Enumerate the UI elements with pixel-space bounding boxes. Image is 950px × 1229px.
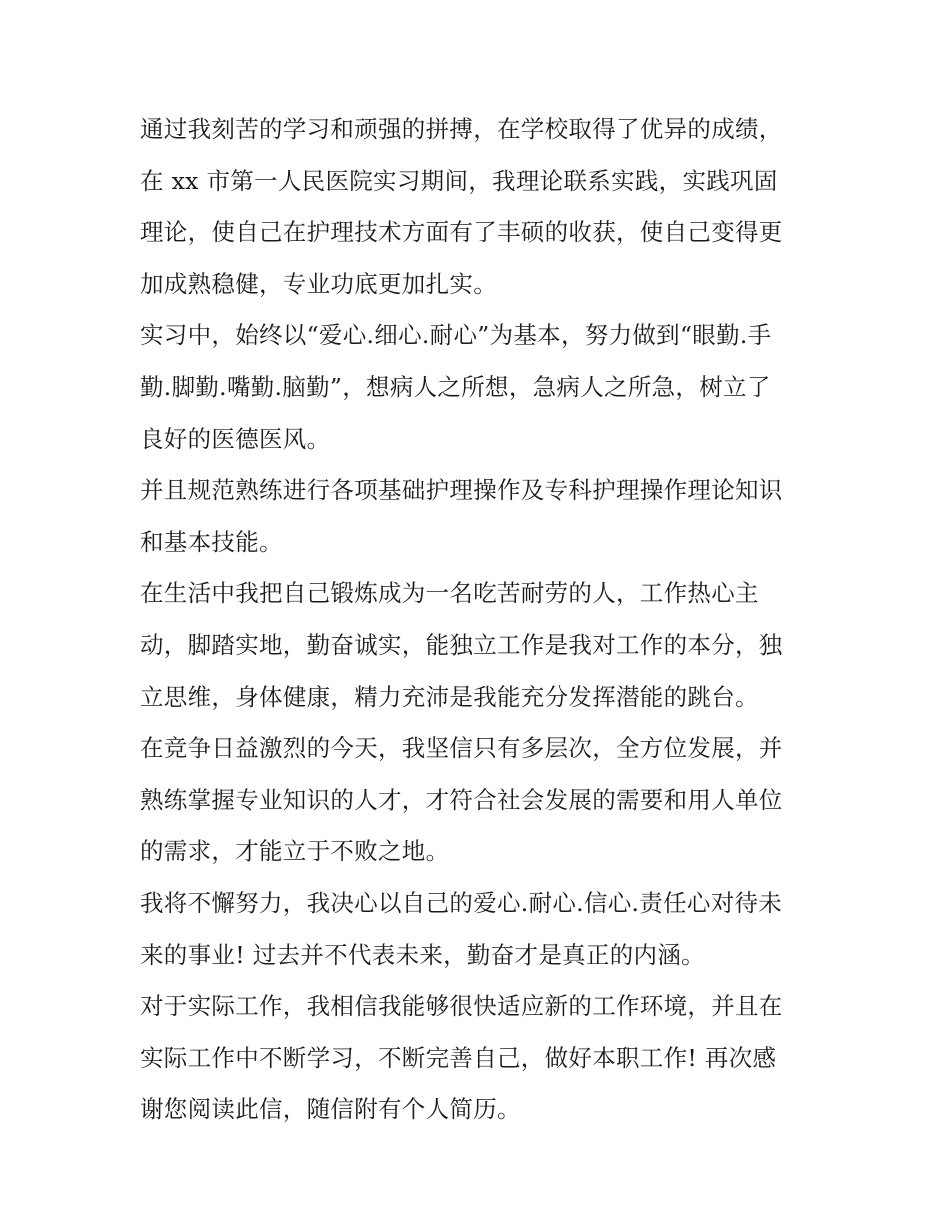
paragraph-line: 并且规范熟练进行各项基础护理操作及专科护理操作理论知识	[140, 476, 783, 505]
paragraph-line: 在生活中我把自己锻炼成为一名吃苦耐劳的人，工作热心主	[140, 579, 759, 608]
paragraph-7	[140, 981, 820, 1136]
document-body	[140, 104, 820, 1136]
paragraph-line: 的需求，才能立于不败之地。	[140, 837, 450, 866]
paragraph-1	[140, 104, 820, 310]
paragraph-line: 加成熟稳健，专业功底更加扎实。	[140, 269, 497, 298]
paragraph-line: 来的事业! 过去并不代表未来，勤奋才是真正的内涵。	[140, 940, 705, 969]
paragraph-line: 在 xx 市第一人民医院实习期间，我理论联系实践，实践巩固	[140, 166, 778, 195]
paragraph-3	[140, 465, 820, 568]
paragraph-line: 良好的医德医风。	[140, 424, 331, 453]
paragraph-line: 理论，使自己在护理技术方面有了丰硕的收获，使自己变得更	[140, 218, 783, 247]
paragraph-line: 实际工作中不断学习，不断完善自己，做好本职工作! 再次感	[140, 1043, 777, 1072]
paragraph-line: 对于实际工作，我相信我能够很快适应新的工作环境，并且在	[140, 992, 783, 1021]
paragraph-line: 立思维，身体健康，精力充沛是我能充分发挥潜能的跳台。	[140, 682, 759, 711]
paragraph-5	[140, 723, 820, 878]
paragraph-line: 熟练掌握专业知识的人才，才符合社会发展的需要和用人单位	[140, 785, 783, 814]
paragraph-2	[140, 310, 820, 465]
paragraph-4	[140, 568, 820, 723]
paragraph-line: 动，脚踏实地，勤奋诚实，能独立工作是我对工作的本分，独	[140, 630, 783, 659]
paragraph-line: 通过我刻苦的学习和顽强的拼搏，在学校取得了优异的成绩，	[140, 115, 783, 143]
paragraph-line: 勤.脚勤.嘴勤.脑勤”，想病人之所想，急病人之所急，树立了	[140, 372, 771, 401]
paragraph-6	[140, 878, 820, 981]
paragraph-line: 实习中，始终以“爱心.细心.耐心”为基本，努力做到“眼勤.手	[140, 321, 772, 350]
paragraph-line: 在竞争日益激烈的今天，我坚信只有多层次，全方位发展，并	[140, 734, 783, 763]
paragraph-line: 和基本技能。	[140, 527, 283, 556]
paragraph-line: 谢您阅读此信，随信附有个人简历。	[140, 1095, 521, 1124]
paragraph-line: 我将不懈努力，我决心以自己的爱心.耐心.信心.责任心对待未	[140, 888, 783, 917]
